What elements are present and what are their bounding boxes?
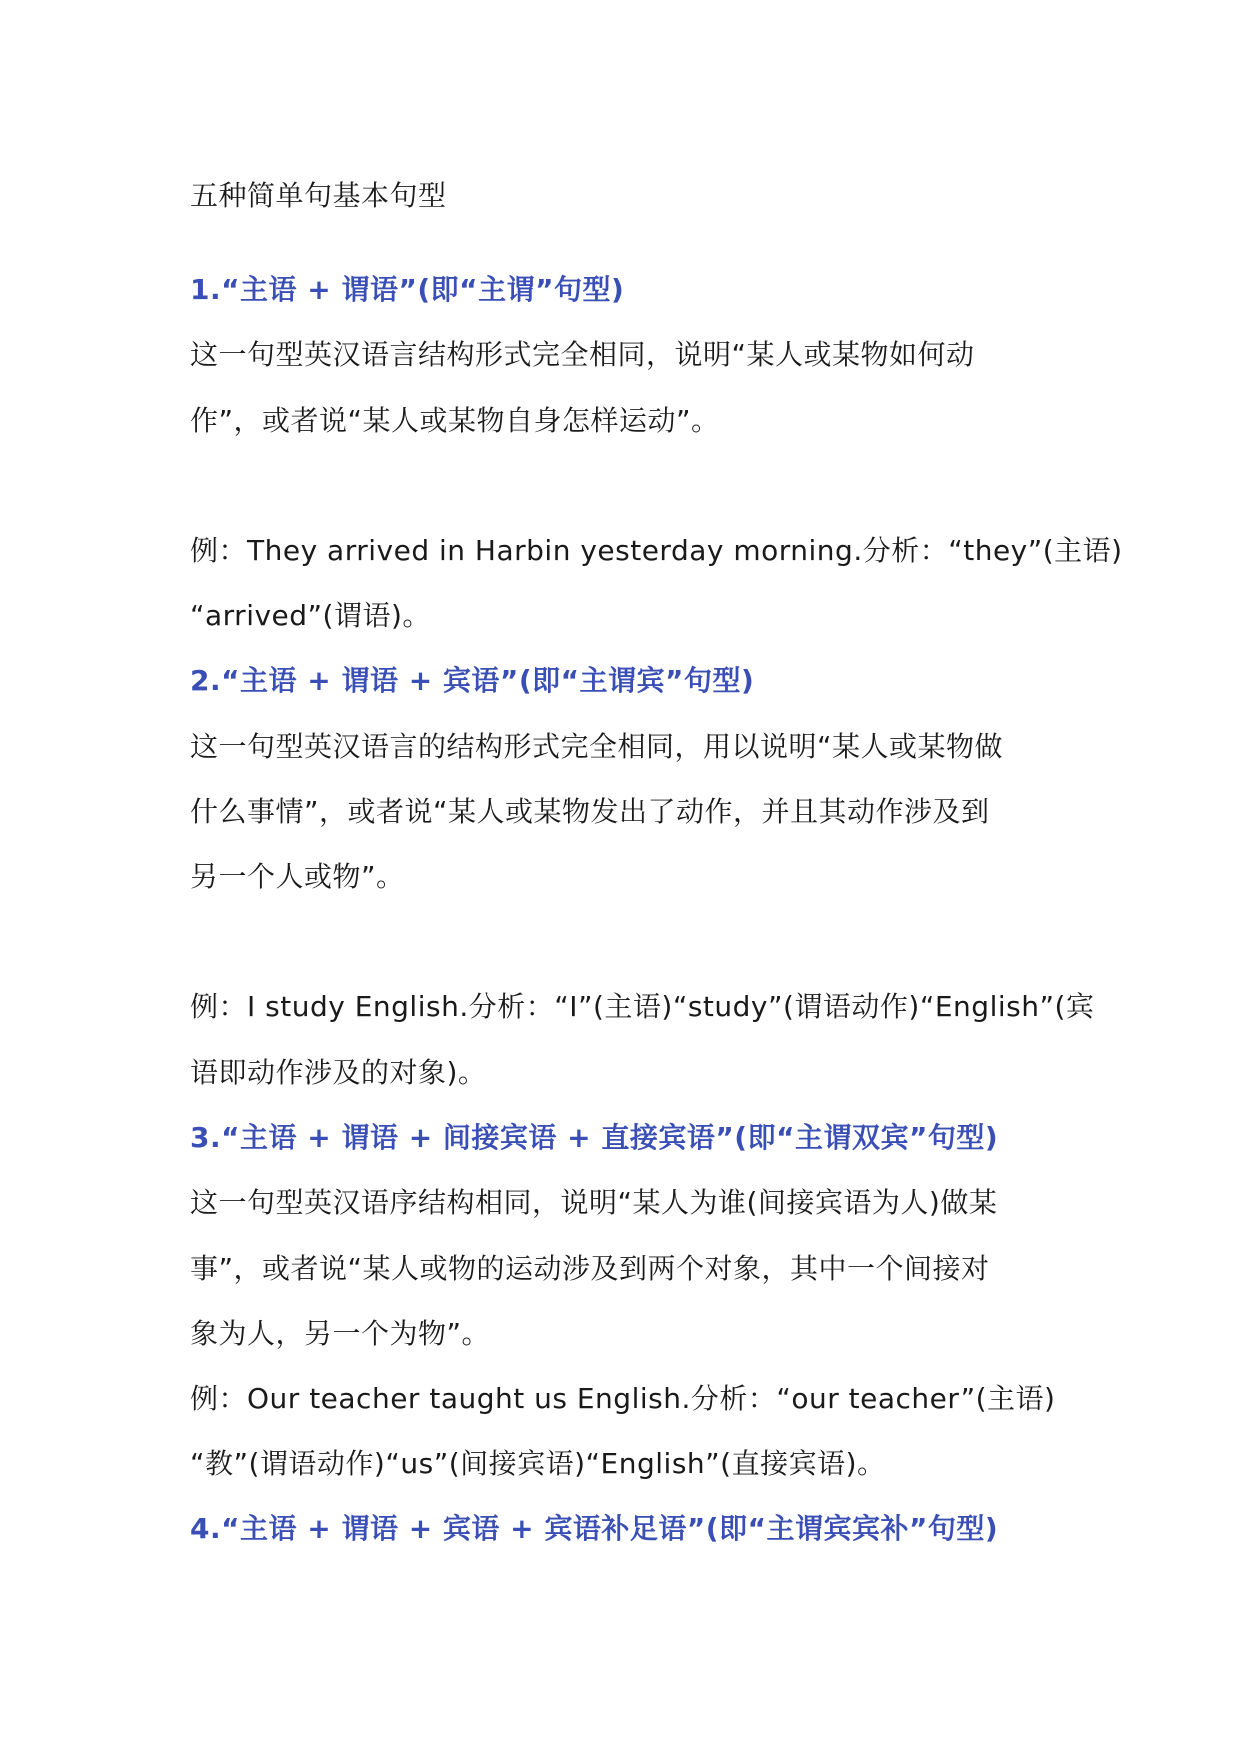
section-2-desc-line-1: 这一句型英汉语言的结构形式完全相同，用以说明“某人或某物做 xyxy=(190,730,1004,763)
section-3-desc-line-1: 这一句型英汉语序结构相同，说明“某人为谁(间接宾语为人)做某 xyxy=(190,1186,998,1219)
section-1-example-line-1: 例：They arrived in Harbin yesterday morning.分析：“they”(主语) xyxy=(190,534,1123,567)
section-2-desc-line-3: 另一个人或物”。 xyxy=(190,860,405,893)
section-2-heading: 2.“主语 + 谓语 + 宾语”(即“主谓宾”句型) xyxy=(190,664,755,697)
section-3-desc-line-2: 事”，或者说“某人或物的运动涉及到两个对象，其中一个间接对 xyxy=(190,1252,990,1285)
section-1-desc-line-2: 作”，或者说“某人或某物自身怎样运动”。 xyxy=(190,404,720,437)
document-title: 五种简单句基本句型 xyxy=(190,179,447,212)
section-1-heading: 1.“主语 + 谓语”(即“主谓”句型) xyxy=(190,273,625,306)
section-1-desc-line-1: 这一句型英汉语言结构形式完全相同，说明“某人或某物如何动 xyxy=(190,338,975,371)
section-3-desc-line-3: 象为人，另一个为物”。 xyxy=(190,1317,491,1350)
section-3-heading: 3.“主语 + 谓语 + 间接宾语 + 直接宾语”(即“主谓双宾”句型) xyxy=(190,1121,999,1154)
section-3-example-line-2: “教”(谓语动作)“us”(间接宾语)“English”(直接宾语)。 xyxy=(190,1447,886,1480)
section-1-example-line-2: “arrived”(谓语)。 xyxy=(190,599,431,632)
section-2-example-line-1: 例：I study English.分析：“I”(主语)“study”(谓语动作)“English”(宾 xyxy=(190,990,1095,1023)
section-2-desc-line-2: 什么事情”，或者说“某人或某物发出了动作，并且其动作涉及到 xyxy=(190,795,990,828)
section-4-heading: 4.“主语 + 谓语 + 宾语 + 宾语补足语”(即“主谓宾宾补”句型) xyxy=(190,1512,999,1545)
section-3-example-line-1: 例：Our teacher taught us English.分析：“our teacher”(主语) xyxy=(190,1382,1056,1415)
section-2-example-line-2: 语即动作涉及的对象)。 xyxy=(190,1056,487,1089)
